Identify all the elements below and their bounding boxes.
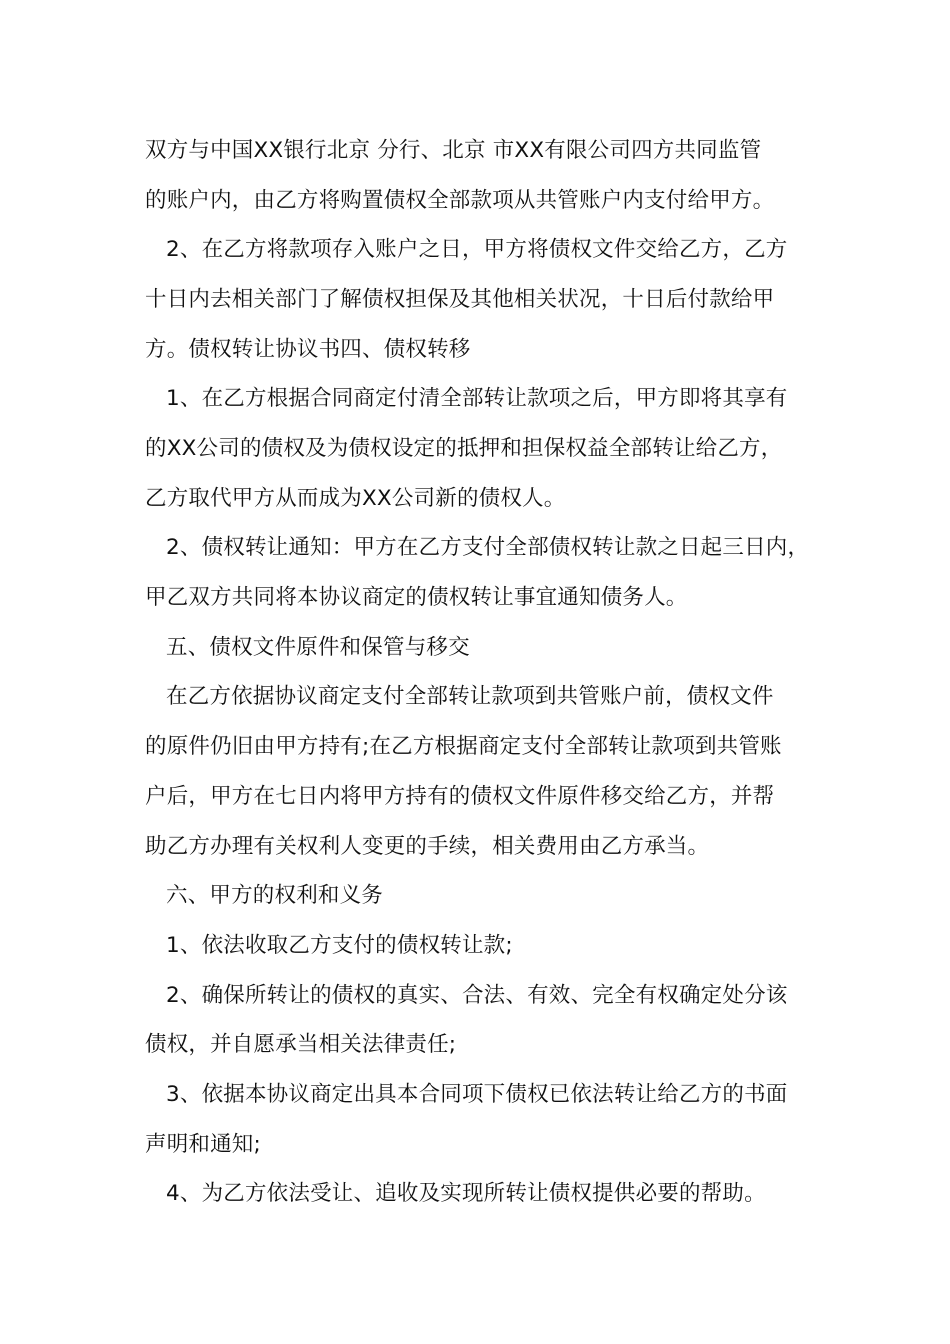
paragraph-line: 债权，并自愿承当相关法律责任; <box>145 1032 457 1057</box>
paragraph-line: 双方与中国XX银行北京 分行、北京 市XX有限公司四方共同监管 <box>145 138 762 163</box>
paragraph-line: 户后，甲方在七日内将甲方持有的债权文件原件移交给乙方，并帮 <box>145 784 775 809</box>
paragraph-line: 的原件仍旧由甲方持有;在乙方根据商定支付全部转让款项到共管账 <box>145 734 782 759</box>
paragraph-line: 甲乙双方共同将本协议商定的债权转让事宜通知债务人。 <box>145 585 688 610</box>
paragraph-line: 的账户内，由乙方将购置债权全部款项从共管账户内支付给甲方。 <box>145 188 775 213</box>
paragraph-line: 2、债权转让通知：甲方在乙方支付全部债权转让款之日起三日内， <box>166 535 810 560</box>
paragraph-line: 声明和通知; <box>145 1132 261 1157</box>
paragraph-line: 在乙方依据协议商定支付全部转让款项到共管账户前，债权文件 <box>166 684 774 709</box>
paragraph-line: 2、在乙方将款项存入账户之日，甲方将债权文件交给乙方，乙方 <box>166 237 788 262</box>
section-heading: 六、甲方的权利和义务 <box>166 883 384 908</box>
paragraph-line: 助乙方办理有关权利人变更的手续，相关费用由乙方承当。 <box>145 834 710 859</box>
paragraph-line: 2、确保所转让的债权的真实、合法、有效、完全有权确定处分该 <box>166 983 788 1008</box>
paragraph-line: 1、在乙方根据合同商定付清全部转让款项之后，甲方即将其享有 <box>166 386 788 411</box>
paragraph-line: 4、为乙方依法受让、追收及实现所转让债权提供必要的帮助。 <box>166 1181 766 1206</box>
paragraph-line: 十日内去相关部门了解债权担保及其他相关状况，十日后付款给甲 <box>145 287 775 312</box>
section-heading: 五、债权文件原件和保管与移交 <box>166 635 470 660</box>
paragraph-line: 乙方取代甲方从而成为XX公司新的债权人。 <box>145 486 566 511</box>
paragraph-line: 3、依据本协议商定出具本合同项下债权已依法转让给乙方的书面 <box>166 1082 788 1107</box>
paragraph-line: 1、依法收取乙方支付的债权转让款; <box>166 933 513 958</box>
paragraph-line: 方。债权转让协议书四、债权转移 <box>145 337 471 362</box>
paragraph-line: 的XX公司的债权及为债权设定的抵押和担保权益全部转让给乙方， <box>145 436 783 461</box>
